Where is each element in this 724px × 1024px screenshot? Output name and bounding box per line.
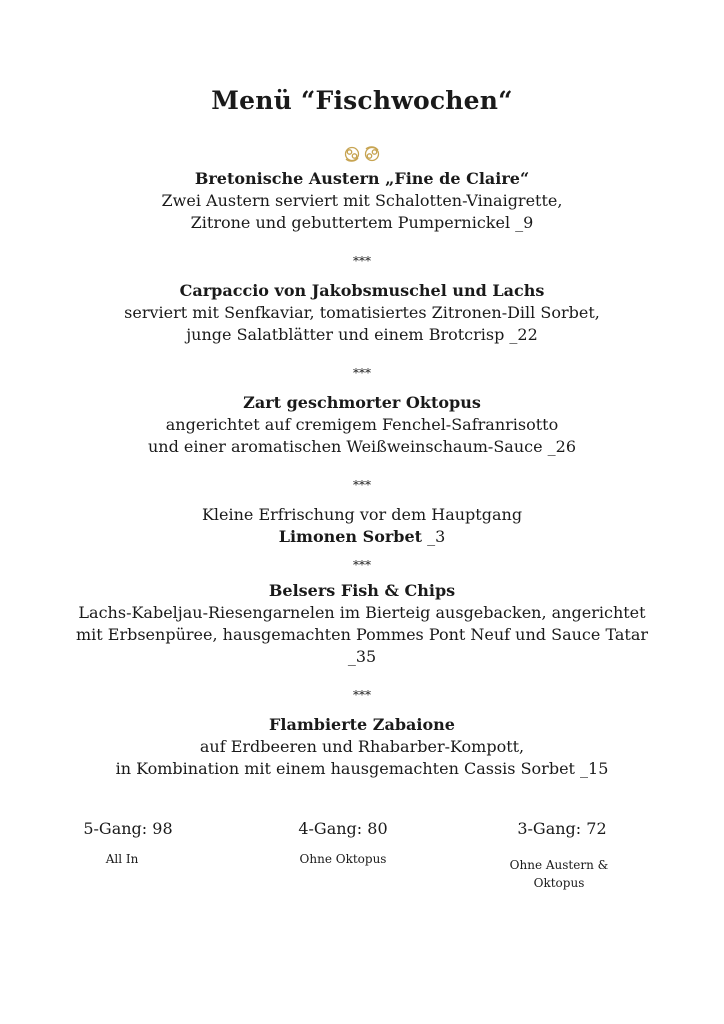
course-name-line — [0, 526, 724, 548]
course-separator: *** — [353, 366, 371, 380]
course-separator: *** — [353, 254, 371, 268]
ornament — [0, 144, 724, 168]
course-name: Limonen Sorbet — [278, 527, 423, 546]
price-label: 3-Gang: 72 — [517, 819, 607, 838]
price-note-line: Ohne Austern & — [509, 858, 609, 872]
course-austern — [0, 168, 724, 234]
course-description-line: angerichtet auf cremigem Fenchel-Safranrisotto — [165, 415, 559, 434]
course-description-line: und einer aromatischen Weißweinschaum-Sauce _26 — [147, 437, 577, 456]
price-label: 5-Gang: 98 — [83, 819, 173, 838]
course-intro: Kleine Erfrischung vor dem Hauptgang — [201, 505, 523, 524]
course-separator: *** — [353, 688, 371, 702]
course-description-line: serviert mit Senfkaviar, tomatisiertes Zitronen-Dill Sorbet, — [124, 303, 600, 322]
flourish-ornament-icon — [340, 144, 384, 164]
course-price: _3 — [422, 527, 446, 546]
course-description-line: Zwei Austern serviert mit Schalotten-Vinaigrette, — [161, 191, 563, 210]
course-zabaione — [0, 714, 724, 780]
course-description-line: Lachs-Kabeljau-Riesengarnelen im Bierteig ausgebacken, angerichtet — [78, 603, 646, 622]
price-label: 4-Gang: 80 — [298, 819, 388, 838]
price-note-line: Oktopus — [533, 876, 585, 890]
price-option-4-gang — [273, 818, 413, 868]
course-name: Flambierte Zabaione — [269, 715, 455, 734]
course-list — [0, 168, 724, 780]
course-carpaccio — [0, 280, 724, 346]
course-sorbet — [0, 504, 724, 548]
price-option-3-gang — [492, 818, 632, 892]
course-description-line: mit Erbsenpüree, hausgemachten Pommes Pont Neuf und Sauce Tatar — [75, 625, 649, 644]
course-name: Carpaccio von Jakobsmuschel und Lachs — [179, 281, 545, 300]
course-oktopus — [0, 392, 724, 458]
course-description-line: Zitrone und gebuttertem Pumpernickel _9 — [190, 213, 534, 232]
page-title: Menü “Fischwochen“ — [211, 86, 513, 115]
course-name: Bretonische Austern „Fine de Claire“ — [194, 169, 530, 188]
price-options — [0, 818, 724, 918]
course-description-line: in Kombination mit einem hausgemachten Cassis Sorbet _15 — [115, 759, 609, 778]
course-separator: *** — [353, 478, 371, 492]
course-fish-chips — [0, 580, 724, 668]
course-description-line: _35 — [347, 647, 377, 666]
course-description-line: junge Salatblätter und einem Brotcrisp _22 — [186, 325, 538, 344]
course-description-line: auf Erdbeeren und Rhabarber-Kompott, — [199, 737, 525, 756]
price-note — [486, 856, 632, 892]
course-separator: *** — [353, 558, 371, 572]
price-note: Ohne Oktopus — [299, 852, 387, 866]
price-option-5-gang — [58, 818, 198, 868]
course-name: Belsers Fish & Chips — [268, 581, 456, 600]
course-name: Zart geschmorter Oktopus — [243, 393, 481, 412]
price-note: All In — [105, 852, 139, 866]
